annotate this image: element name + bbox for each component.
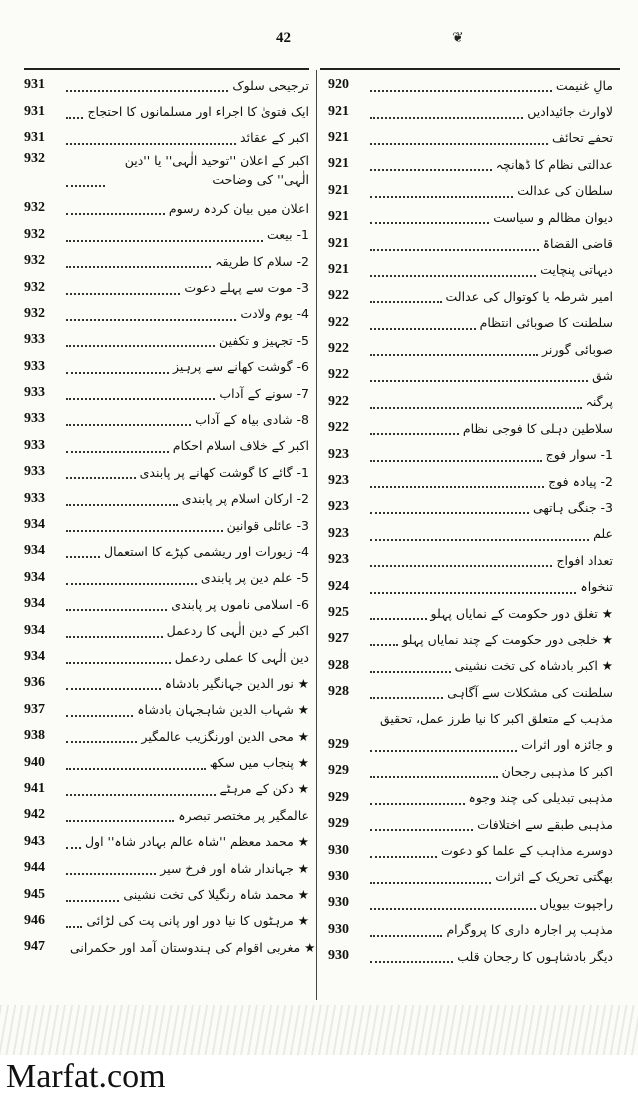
dot-leader bbox=[370, 632, 398, 646]
toc-entry bbox=[328, 494, 613, 520]
toc-title: ★ شہاب الدین شاہجہان بادشاہ bbox=[137, 702, 309, 718]
dot-leader bbox=[66, 518, 223, 532]
toc-title: 2- ارکان اسلام پر پابندی bbox=[181, 491, 309, 507]
toc-title: 4- زیورات اور ریشمی کپڑے کا استعمال bbox=[104, 543, 309, 559]
dot-leader bbox=[66, 571, 197, 585]
toc-title: 5- علم دین پر پابندی bbox=[200, 570, 309, 586]
toc-title: 2- سلام کا طریقہ bbox=[215, 253, 309, 269]
dot-leader bbox=[66, 105, 83, 119]
toc-page-number: 930 bbox=[328, 842, 349, 858]
toc-page-number: 921 bbox=[328, 156, 349, 172]
toc-page-number: 923 bbox=[328, 525, 349, 541]
toc-entry bbox=[328, 600, 613, 626]
toc-page-number: 921 bbox=[328, 103, 349, 119]
toc-page-number: 922 bbox=[328, 288, 349, 304]
toc-title: ★ دکن کے مرہٹے bbox=[219, 781, 309, 797]
toc-entry bbox=[24, 617, 309, 643]
toc-entry bbox=[328, 547, 613, 573]
toc-title: 2- پیادہ فوج bbox=[548, 473, 613, 489]
dot-leader bbox=[66, 173, 105, 187]
toc-title: 7- سونے کے آداب bbox=[219, 385, 309, 401]
toc-page-number: 933 bbox=[24, 411, 45, 427]
toc-page-number: 930 bbox=[328, 948, 349, 964]
toc-page-number: 929 bbox=[328, 816, 349, 832]
toc-title: عالمگیر پر مختصر تبصرہ bbox=[178, 807, 309, 823]
ornament-mark: ❦ bbox=[452, 30, 464, 46]
toc-page-number: 933 bbox=[24, 490, 45, 506]
toc-title: ★ مرہٹوں کا نیا دور اور پانی پت کی لڑائی bbox=[86, 913, 309, 929]
toc-entry bbox=[24, 327, 309, 353]
toc-page-number: 943 bbox=[24, 833, 45, 849]
toc-entry bbox=[24, 485, 309, 511]
toc-page-number: 933 bbox=[24, 358, 45, 374]
toc-title: 6- گوشت کھانے سے پرہیز bbox=[172, 359, 309, 375]
dot-leader bbox=[370, 263, 536, 277]
toc-entry bbox=[24, 697, 309, 723]
toc-title: شق bbox=[592, 367, 613, 383]
toc-page-number: 933 bbox=[24, 464, 45, 480]
toc-page-number: 921 bbox=[328, 209, 349, 225]
toc-title: اعلان میں بیان کردہ رسوم bbox=[168, 200, 309, 216]
toc-page-number: 937 bbox=[24, 701, 45, 717]
toc-entry bbox=[328, 98, 613, 124]
toc-title: مذہبی طبقے سے اختلافات bbox=[477, 816, 613, 832]
toc-page-number: 934 bbox=[24, 543, 45, 559]
toc-entry bbox=[24, 802, 309, 828]
toc-entry bbox=[328, 705, 613, 731]
toc-title: اکبر کے دین الٰہی کا ردعمل bbox=[166, 623, 309, 639]
toc-entry bbox=[24, 98, 309, 124]
dot-leader bbox=[370, 527, 589, 541]
toc-page-number: 942 bbox=[24, 807, 45, 823]
toc-entry bbox=[328, 125, 613, 151]
column-separator bbox=[316, 70, 317, 1000]
toc-title: 1- گائے کا گوشت کھانے پر پابندی bbox=[139, 464, 309, 480]
toc-entry bbox=[24, 406, 309, 432]
toc-title: امیر شرطہ یا کوتوال کی عدالت bbox=[445, 288, 613, 304]
toc-title: مذہبی تبدیلی کی چند وجوہ bbox=[468, 790, 613, 806]
toc-title: ★ اکبر بادشاہ کی تخت نشینی bbox=[454, 658, 613, 674]
toc-page-number: 934 bbox=[24, 569, 45, 585]
dot-leader bbox=[66, 624, 163, 638]
toc-entry bbox=[328, 336, 613, 362]
dot-leader bbox=[370, 685, 443, 699]
toc-page-number: 929 bbox=[328, 789, 349, 805]
dot-leader bbox=[66, 492, 178, 506]
toc-page-number: 923 bbox=[328, 473, 349, 489]
dot-leader bbox=[66, 386, 215, 400]
toc-title: سلاطین دہلی کا فوجی نظام bbox=[462, 420, 613, 436]
toc-entry bbox=[328, 785, 613, 811]
toc-page-number: 941 bbox=[24, 780, 45, 796]
dot-leader bbox=[370, 316, 476, 330]
dot-leader bbox=[370, 210, 489, 224]
toc-entry bbox=[328, 151, 613, 177]
toc-title: تنخواہ bbox=[580, 579, 613, 595]
dot-leader bbox=[66, 360, 169, 374]
toc-title: ★ خلجی دور حکومت کے چند نمایاں پہلو bbox=[402, 631, 613, 647]
dot-leader bbox=[66, 544, 100, 558]
toc-entry bbox=[24, 538, 309, 564]
toc-entry bbox=[24, 512, 309, 538]
toc-entry bbox=[24, 749, 309, 775]
page-number: 42 bbox=[276, 30, 291, 46]
toc-entry bbox=[24, 723, 309, 749]
toc-title: راجپوت بیویاں bbox=[539, 895, 613, 911]
toc-title: دین الٰہی کا عملی ردعمل bbox=[174, 649, 309, 665]
toc-entry bbox=[328, 389, 613, 415]
toc-page-number: 923 bbox=[328, 446, 349, 462]
toc-title: اکبر کا مذہبی رجحان bbox=[501, 763, 613, 779]
toc-entry bbox=[328, 943, 613, 969]
toc-title: ترجیحی سلوک bbox=[232, 77, 309, 93]
toc-title: مذہب پر اجارہ داری کا پروگرام bbox=[446, 922, 613, 938]
dot-leader bbox=[66, 439, 169, 453]
toc-page-number: 930 bbox=[328, 921, 349, 937]
dot-leader bbox=[66, 888, 119, 902]
dot-leader bbox=[370, 896, 536, 910]
toc-title: مذہب کے متعلق اکبر کا نیا طرز عمل، تحقیق bbox=[379, 711, 613, 727]
toc-title: ★ محی الدین اورنگزیب عالمگیر bbox=[141, 728, 309, 744]
toc-page-number: 928 bbox=[328, 657, 349, 673]
toc-entry bbox=[24, 301, 309, 327]
toc-title: لاوارث جائیدادیں bbox=[527, 104, 613, 120]
scan-noise bbox=[0, 1005, 638, 1055]
toc-title: دیہاتی پنچایت bbox=[540, 262, 613, 278]
toc-title: صوبائی گورنر bbox=[541, 341, 613, 357]
dot-leader bbox=[370, 342, 538, 356]
dot-leader bbox=[66, 861, 156, 875]
dot-leader bbox=[66, 597, 167, 611]
toc-entry bbox=[328, 415, 613, 441]
dot-leader bbox=[370, 844, 437, 858]
toc-page-number: 934 bbox=[24, 517, 45, 533]
dot-leader bbox=[66, 729, 137, 743]
toc-title: قاضی القضاۃ bbox=[542, 236, 613, 252]
toc-page-number: 936 bbox=[24, 675, 45, 691]
toc-page-number: 932 bbox=[24, 305, 45, 321]
toc-entry bbox=[328, 732, 613, 758]
dot-leader bbox=[370, 184, 513, 198]
toc-page-number: 931 bbox=[24, 129, 45, 145]
toc-entry bbox=[24, 151, 309, 195]
toc-title: ★ محمد شاہ رنگیلا کی تخت نشینی bbox=[123, 887, 309, 903]
dot-leader bbox=[66, 756, 206, 770]
toc-title: ★ محمد معظم ''شاہ عالم بہادر شاہ'' اول bbox=[84, 834, 309, 850]
dot-leader bbox=[66, 201, 165, 215]
toc-entry bbox=[328, 758, 613, 784]
toc-entry bbox=[328, 653, 613, 679]
dot-leader bbox=[370, 606, 427, 620]
dot-leader bbox=[370, 289, 442, 303]
toc-page-number: 927 bbox=[328, 631, 349, 647]
toc-page-number: 925 bbox=[328, 605, 349, 620]
toc-title: بھگتی تحریک کے اثرات bbox=[495, 869, 613, 885]
toc-entry bbox=[328, 864, 613, 890]
dot-leader bbox=[370, 923, 442, 937]
toc-entry bbox=[24, 380, 309, 406]
toc-page-number: 934 bbox=[24, 622, 45, 638]
toc-entry bbox=[328, 837, 613, 863]
dot-leader bbox=[370, 791, 465, 805]
dot-leader bbox=[66, 131, 236, 145]
dot-leader bbox=[66, 254, 211, 268]
toc-entry bbox=[328, 890, 613, 916]
toc-page-number: 924 bbox=[328, 578, 349, 594]
dot-leader bbox=[370, 659, 451, 673]
toc-page-number: 932 bbox=[24, 279, 45, 295]
dot-leader bbox=[370, 157, 492, 171]
toc-page-number: 945 bbox=[24, 886, 45, 902]
dot-leader bbox=[370, 368, 588, 382]
toc-page-number: 929 bbox=[328, 763, 349, 779]
toc-entry bbox=[24, 776, 309, 802]
dot-leader bbox=[66, 782, 216, 796]
toc-entry bbox=[328, 626, 613, 652]
toc-page-number: 933 bbox=[24, 437, 45, 453]
toc-entry bbox=[328, 72, 613, 98]
dot-leader bbox=[66, 808, 174, 822]
toc-page-number: 930 bbox=[328, 868, 349, 884]
dot-leader bbox=[66, 676, 161, 690]
toc-entry bbox=[328, 204, 613, 230]
dot-leader bbox=[370, 817, 473, 831]
toc-page-number: 923 bbox=[328, 499, 349, 515]
dot-leader bbox=[370, 421, 459, 435]
toc-entry bbox=[328, 679, 613, 705]
toc-title: 4- یوم ولادت bbox=[240, 306, 309, 322]
toc-page-number: 930 bbox=[328, 895, 349, 911]
dot-leader bbox=[370, 949, 453, 963]
toc-entry bbox=[328, 283, 613, 309]
toc-entry bbox=[24, 274, 309, 300]
toc-title: 3- موت سے پہلے دعوت bbox=[184, 280, 309, 296]
toc-page-number: 932 bbox=[24, 226, 45, 242]
toc-entry bbox=[24, 125, 309, 151]
dot-leader bbox=[370, 500, 529, 514]
toc-left-column bbox=[24, 72, 316, 961]
toc-page-number: 938 bbox=[24, 728, 45, 744]
toc-page-number: 922 bbox=[328, 393, 349, 409]
dot-leader bbox=[370, 78, 552, 92]
toc-title: 3- جنگی ہاتھی bbox=[532, 499, 613, 515]
toc-page-number: 928 bbox=[328, 684, 349, 700]
toc-page-number: 940 bbox=[24, 754, 45, 770]
toc-title: 1- بیعت bbox=[267, 227, 309, 243]
toc-page-number: 947 bbox=[24, 939, 45, 955]
toc-page-number: 922 bbox=[328, 367, 349, 383]
dot-leader bbox=[370, 395, 582, 409]
toc-page-number: 920 bbox=[328, 77, 349, 93]
toc-title: پرگنہ bbox=[585, 394, 613, 410]
toc-entry bbox=[328, 230, 613, 256]
toc-title: ★ پنجاب میں سکھ bbox=[209, 755, 309, 771]
toc-title: ★ مغربی اقوام کی ہندوستان آمد اور حکمرانی bbox=[70, 939, 316, 955]
toc-title: 8- شادی بیاہ کے آداب bbox=[195, 411, 309, 427]
dot-leader bbox=[370, 553, 552, 567]
toc-title: اکبر کے اعلان ''توحید الٰہی'' یا ''دین الٰہی'' کی وضاحت bbox=[124, 153, 309, 188]
toc-entry bbox=[24, 195, 309, 221]
toc-title: دیوان مظالم و سیاست bbox=[493, 209, 613, 225]
toc-entry bbox=[24, 829, 309, 855]
toc-title: علم bbox=[593, 526, 613, 542]
toc-entry bbox=[328, 573, 613, 599]
dot-leader bbox=[66, 307, 236, 321]
toc-title: ★ نور الدین جہانگیر بادشاہ bbox=[164, 675, 309, 691]
toc-entry bbox=[328, 917, 613, 943]
dot-leader bbox=[370, 764, 498, 778]
dot-leader bbox=[66, 78, 228, 92]
toc-page-number: 921 bbox=[328, 235, 349, 251]
toc-right-column bbox=[328, 72, 613, 969]
toc-entry bbox=[24, 644, 309, 670]
toc-title: اکبر کے خلاف اسلام احکام bbox=[172, 438, 309, 454]
toc-page-number: 921 bbox=[328, 261, 349, 277]
toc-title: سلطان کی عدالت bbox=[517, 183, 613, 199]
toc-entry bbox=[328, 178, 613, 204]
dot-leader bbox=[370, 474, 544, 488]
dot-leader bbox=[370, 448, 542, 462]
toc-title: 5- تجہیز و تکفین bbox=[219, 332, 309, 348]
toc-entry bbox=[24, 222, 309, 248]
dot-leader bbox=[66, 412, 191, 426]
toc-entry bbox=[24, 881, 309, 907]
toc-page-number: 922 bbox=[328, 420, 349, 436]
toc-title: ★ تغلق دور حکومت کے نمایاں پہلو bbox=[430, 605, 613, 621]
toc-page-number: 933 bbox=[24, 332, 45, 348]
toc-title: سلطنت کی مشکلات سے آگاہی bbox=[447, 684, 613, 700]
dot-leader bbox=[370, 105, 523, 119]
toc-page-number: 922 bbox=[328, 314, 349, 330]
dot-leader bbox=[66, 650, 171, 664]
toc-page-number: 934 bbox=[24, 649, 45, 664]
watermark-text: Marfat.com bbox=[6, 1058, 166, 1095]
toc-page-number: 923 bbox=[328, 552, 349, 568]
toc-page-number: 931 bbox=[24, 103, 45, 119]
toc-title: 1- سوار فوج bbox=[545, 447, 613, 463]
dot-leader bbox=[66, 703, 133, 717]
dot-leader bbox=[66, 465, 136, 479]
toc-title: ایک فتویٰ کا اجراء اور مسلمانوں کا احتجاج bbox=[87, 104, 309, 120]
toc-page-number: 929 bbox=[328, 736, 349, 752]
toc-title: و جائزہ اور اثرات bbox=[521, 737, 613, 753]
toc-entry bbox=[24, 248, 309, 274]
dot-leader bbox=[370, 237, 539, 251]
toc-page-number: 921 bbox=[328, 129, 349, 145]
toc-page-number: 932 bbox=[24, 151, 45, 167]
dot-leader bbox=[370, 131, 548, 145]
toc-page-number: 931 bbox=[24, 77, 45, 93]
top-rule-left bbox=[24, 68, 309, 70]
toc-title: تحفے تحائف bbox=[552, 130, 613, 146]
toc-page-number: 922 bbox=[328, 341, 349, 357]
toc-title: مالِ غنیمت bbox=[555, 77, 613, 93]
toc-title: سلطنت کا صوبائی انتظام bbox=[479, 315, 613, 331]
toc-entry bbox=[328, 811, 613, 837]
dot-leader bbox=[370, 580, 576, 594]
dot-leader bbox=[66, 228, 263, 242]
toc-entry bbox=[24, 72, 309, 98]
toc-entry bbox=[328, 362, 613, 388]
toc-page-number: 946 bbox=[24, 912, 45, 928]
toc-page-number: 932 bbox=[24, 253, 45, 269]
toc-entry bbox=[328, 310, 613, 336]
toc-entry bbox=[24, 565, 309, 591]
dot-leader bbox=[370, 870, 491, 884]
toc-entry bbox=[328, 257, 613, 283]
toc-entry bbox=[328, 468, 613, 494]
toc-page-number: 934 bbox=[24, 596, 45, 612]
toc-title: 6- اسلامی ناموں پر پابندی bbox=[171, 596, 309, 612]
toc-entry bbox=[328, 441, 613, 467]
toc-entry bbox=[24, 433, 309, 459]
toc-entry bbox=[24, 855, 309, 881]
toc-title: دوسرے مذاہب کے علما کو دعوت bbox=[440, 843, 613, 859]
toc-title: اکبر کے عقائد bbox=[240, 130, 309, 146]
toc-page-number: 944 bbox=[24, 860, 45, 876]
toc-entry bbox=[328, 521, 613, 547]
toc-title: 3- عائلی قوانین bbox=[226, 517, 309, 533]
dot-leader bbox=[370, 738, 517, 752]
dot-leader bbox=[66, 835, 81, 849]
toc-entry bbox=[24, 591, 309, 617]
dot-leader bbox=[66, 281, 180, 295]
toc-entry bbox=[24, 670, 309, 696]
toc-title: عدالتی نظام کا ڈھانچہ bbox=[495, 156, 613, 172]
dot-leader bbox=[66, 333, 215, 347]
toc-entry bbox=[24, 459, 309, 485]
toc-entry bbox=[24, 934, 316, 960]
toc-title: تعداد افواج bbox=[556, 552, 613, 568]
toc-entry bbox=[24, 908, 309, 934]
dot-leader bbox=[66, 914, 82, 928]
toc-title: دیگر بادشاہوں کا رجحان قلب bbox=[457, 948, 613, 964]
toc-page-number: 933 bbox=[24, 385, 45, 401]
top-rule-right bbox=[320, 68, 620, 70]
toc-page-number: 921 bbox=[328, 182, 349, 198]
toc-title: ★ جہاندار شاہ اور فرخ سیر bbox=[160, 860, 309, 876]
toc-entry bbox=[24, 354, 309, 380]
toc-page-number: 932 bbox=[24, 200, 45, 216]
